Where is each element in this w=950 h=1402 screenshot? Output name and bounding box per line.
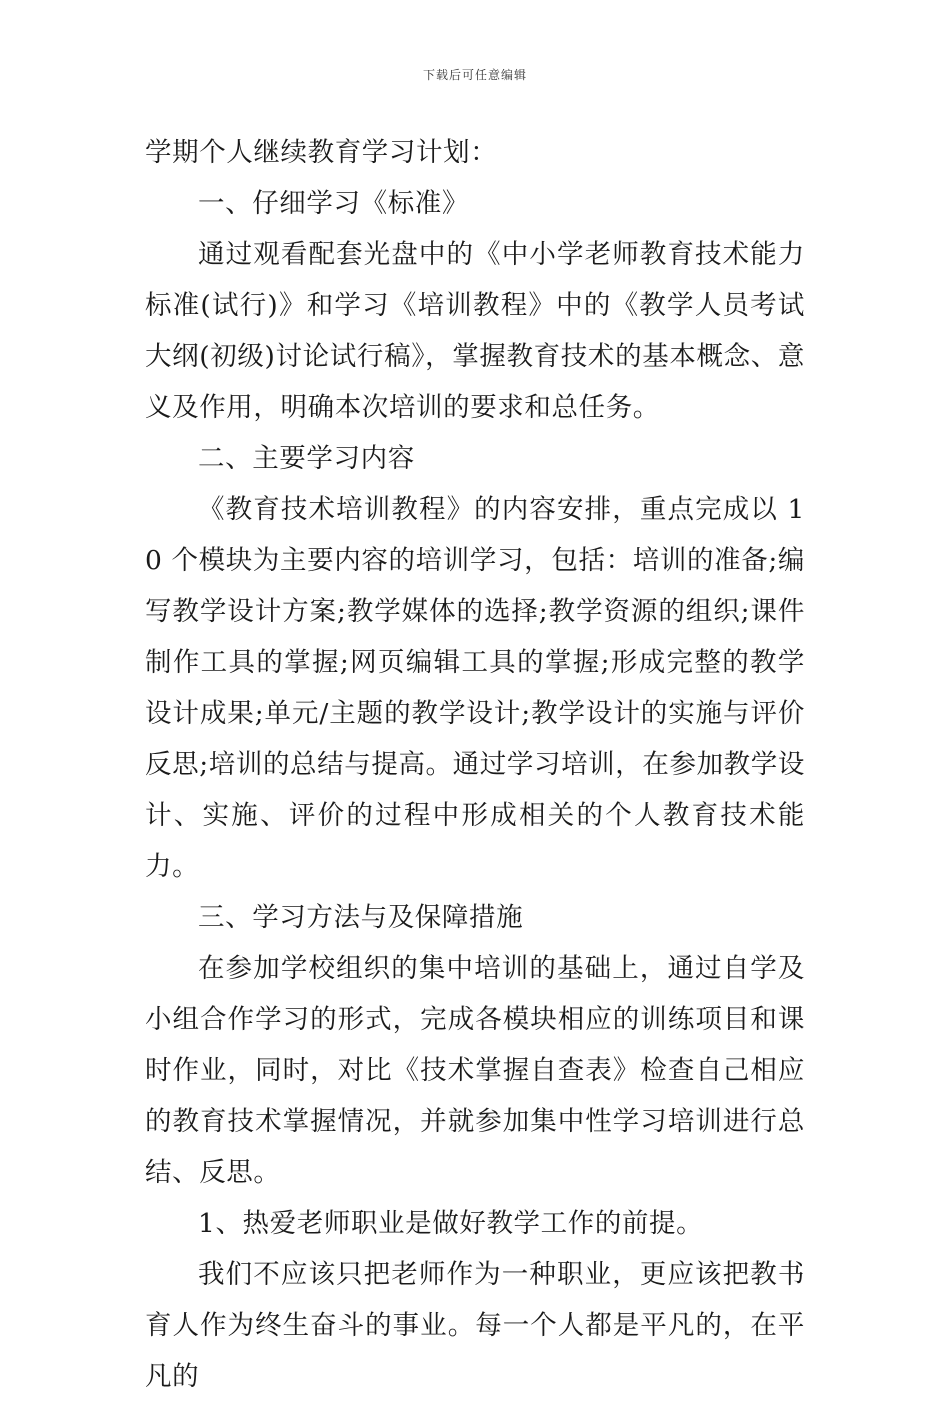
document-body — [145, 127, 805, 1402]
numbered-point-1: 1、热爱老师职业是做好教学工作的前提。 — [198, 1208, 704, 1239]
document-title: 学期个人继续教育学习计划： — [145, 137, 498, 168]
section-heading-1: 一、仔细学习《标准》 — [198, 188, 469, 219]
body-paragraph: 我们不应该只把老师作为一种职业，更应该把教书育人作为终生奋斗的事业。每一个人都是平凡的，在平凡的 — [145, 1259, 805, 1392]
body-paragraph: 《教育技术培训教程》的内容安排，重点完成以 10 个模块为主要内容的培训学习，包括：培训的准备;编写教学设计方案;教学媒体的选择;教学资源的组织;课件制作工具的掌握;网页编辑工具的掌握;形成完整的教学设计成果;单元/主题的教学设计;教学设计的实施与评价反思;培训的总结与提高。通过学习培训，在参加教学设计、实施、评价的过程中形成相关的个人教育技术能力。 — [145, 494, 805, 882]
section-heading-3: 三、学习方法与及保障措施 — [198, 902, 524, 933]
body-paragraph: 通过观看配套光盘中的《中小学老师教育技术能力标准(试行)》和学习《培训教程》中的《教学人员考试大纲(初级)讨论试行稿》，掌握教育技术的基本概念、意义及作用，明确本次培训的要求和总任务。 — [145, 239, 805, 423]
body-paragraph: 在参加学校组织的集中培训的基础上，通过自学及小组合作学习的形式，完成各模块相应的训练项目和课时作业，同时，对比《技术掌握自查表》检查自己相应的教育技术掌握情况，并就参加集中性学习培训进行总结、反思。 — [145, 953, 805, 1188]
section-heading-2: 二、主要学习内容 — [198, 443, 415, 474]
page-header-note: 下载后可任意编辑 — [422, 68, 527, 82]
